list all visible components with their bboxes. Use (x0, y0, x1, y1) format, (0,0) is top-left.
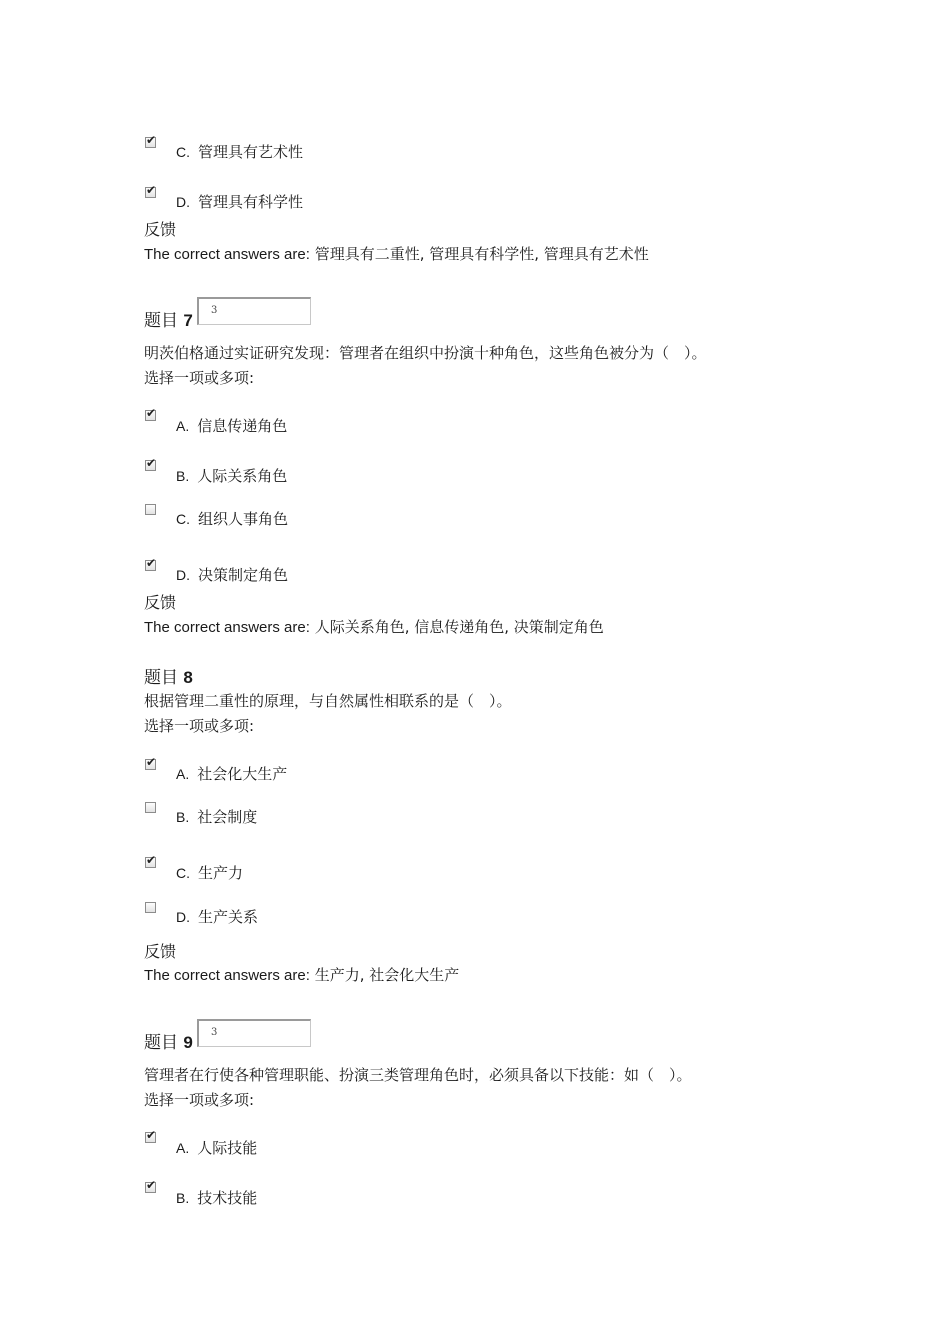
question-text-q7: 明茨伯格通过实证研究发现：管理者在组织中扮演十种角色，这些角色被分为（ ）。 (144, 344, 707, 362)
check-mark-icon: ✔ (146, 183, 157, 197)
checkbox-q9-a[interactable] (145, 1128, 157, 1143)
select-prompt-q8: 选择一项或多项: (144, 717, 255, 735)
checkbox-q7-d[interactable] (145, 556, 157, 571)
question-heading-q9: 题目 9 (144, 1033, 193, 1053)
checkbox-q7-b[interactable] (145, 456, 157, 471)
option-q7-c[interactable]: C. 组织人事角色 (176, 510, 289, 528)
select-prompt-q9: 选择一项或多项: (144, 1091, 255, 1109)
checkbox-q7-c[interactable] (145, 504, 156, 515)
checkbox-q8-b[interactable] (145, 802, 156, 813)
option-q8-a[interactable]: A. 社会化大生产 (176, 765, 288, 783)
feedback-label-q8: 反馈 (144, 942, 177, 961)
checkbox-q6-d[interactable] (145, 183, 157, 198)
option-q9-a[interactable]: A. 人际技能 (176, 1139, 258, 1157)
check-mark-icon: ✔ (146, 755, 157, 769)
feedback-label-q7: 反馈 (144, 593, 177, 612)
checkbox-q6-c[interactable] (145, 133, 157, 148)
check-mark-icon: ✔ (146, 853, 157, 867)
option-q7-b[interactable]: B. 人际关系角色 (176, 467, 288, 485)
check-mark-icon: ✔ (146, 406, 157, 420)
correct-answers-q6: The correct answers are: 管理具有二重性, 管理具有科学性, 管理具有艺术性 (144, 245, 649, 263)
option-q6-d[interactable]: D. 管理具有科学性 (176, 193, 304, 211)
option-q8-d[interactable]: D. 生产关系 (176, 908, 259, 926)
score-field-q7[interactable]: 3 (197, 297, 311, 325)
checkbox-q7-a[interactable] (145, 406, 157, 421)
option-q8-b[interactable]: B. 社会制度 (176, 808, 258, 826)
checkbox-q9-b[interactable] (145, 1178, 157, 1193)
question-text-q9: 管理者在行使各种管理职能、扮演三类管理角色时，必须具备以下技能：如（ ）。 (144, 1066, 692, 1084)
option-q6-c[interactable]: C. 管理具有艺术性 (176, 143, 304, 161)
check-mark-icon: ✔ (146, 556, 157, 570)
checkbox-q8-d[interactable] (145, 902, 156, 913)
correct-answers-q7: The correct answers are: 人际关系角色, 信息传递角色, 决策制定角色 (144, 618, 604, 636)
checkbox-q8-c[interactable] (145, 853, 157, 868)
correct-answers-q8: The correct answers are: 生产力, 社会化大生产 (144, 966, 460, 984)
check-mark-icon: ✔ (146, 1178, 157, 1192)
question-text-q8: 根据管理二重性的原理，与自然属性相联系的是（ ）。 (144, 692, 512, 710)
option-q9-b[interactable]: B. 技术技能 (176, 1189, 258, 1207)
option-q7-a[interactable]: A. 信息传递角色 (176, 417, 288, 435)
question-heading-q8: 题目 8 (144, 668, 193, 688)
option-q7-d[interactable]: D. 决策制定角色 (176, 566, 289, 584)
check-mark-icon: ✔ (146, 456, 157, 470)
checkbox-q8-a[interactable] (145, 755, 157, 770)
select-prompt-q7: 选择一项或多项: (144, 369, 255, 387)
feedback-label-q6: 反馈 (144, 220, 177, 239)
option-q8-c[interactable]: C. 生产力 (176, 864, 244, 882)
check-mark-icon: ✔ (146, 133, 157, 147)
check-mark-icon: ✔ (146, 1128, 157, 1142)
score-field-q9[interactable]: 3 (197, 1019, 311, 1047)
question-heading-q7: 题目 7 (144, 311, 193, 331)
